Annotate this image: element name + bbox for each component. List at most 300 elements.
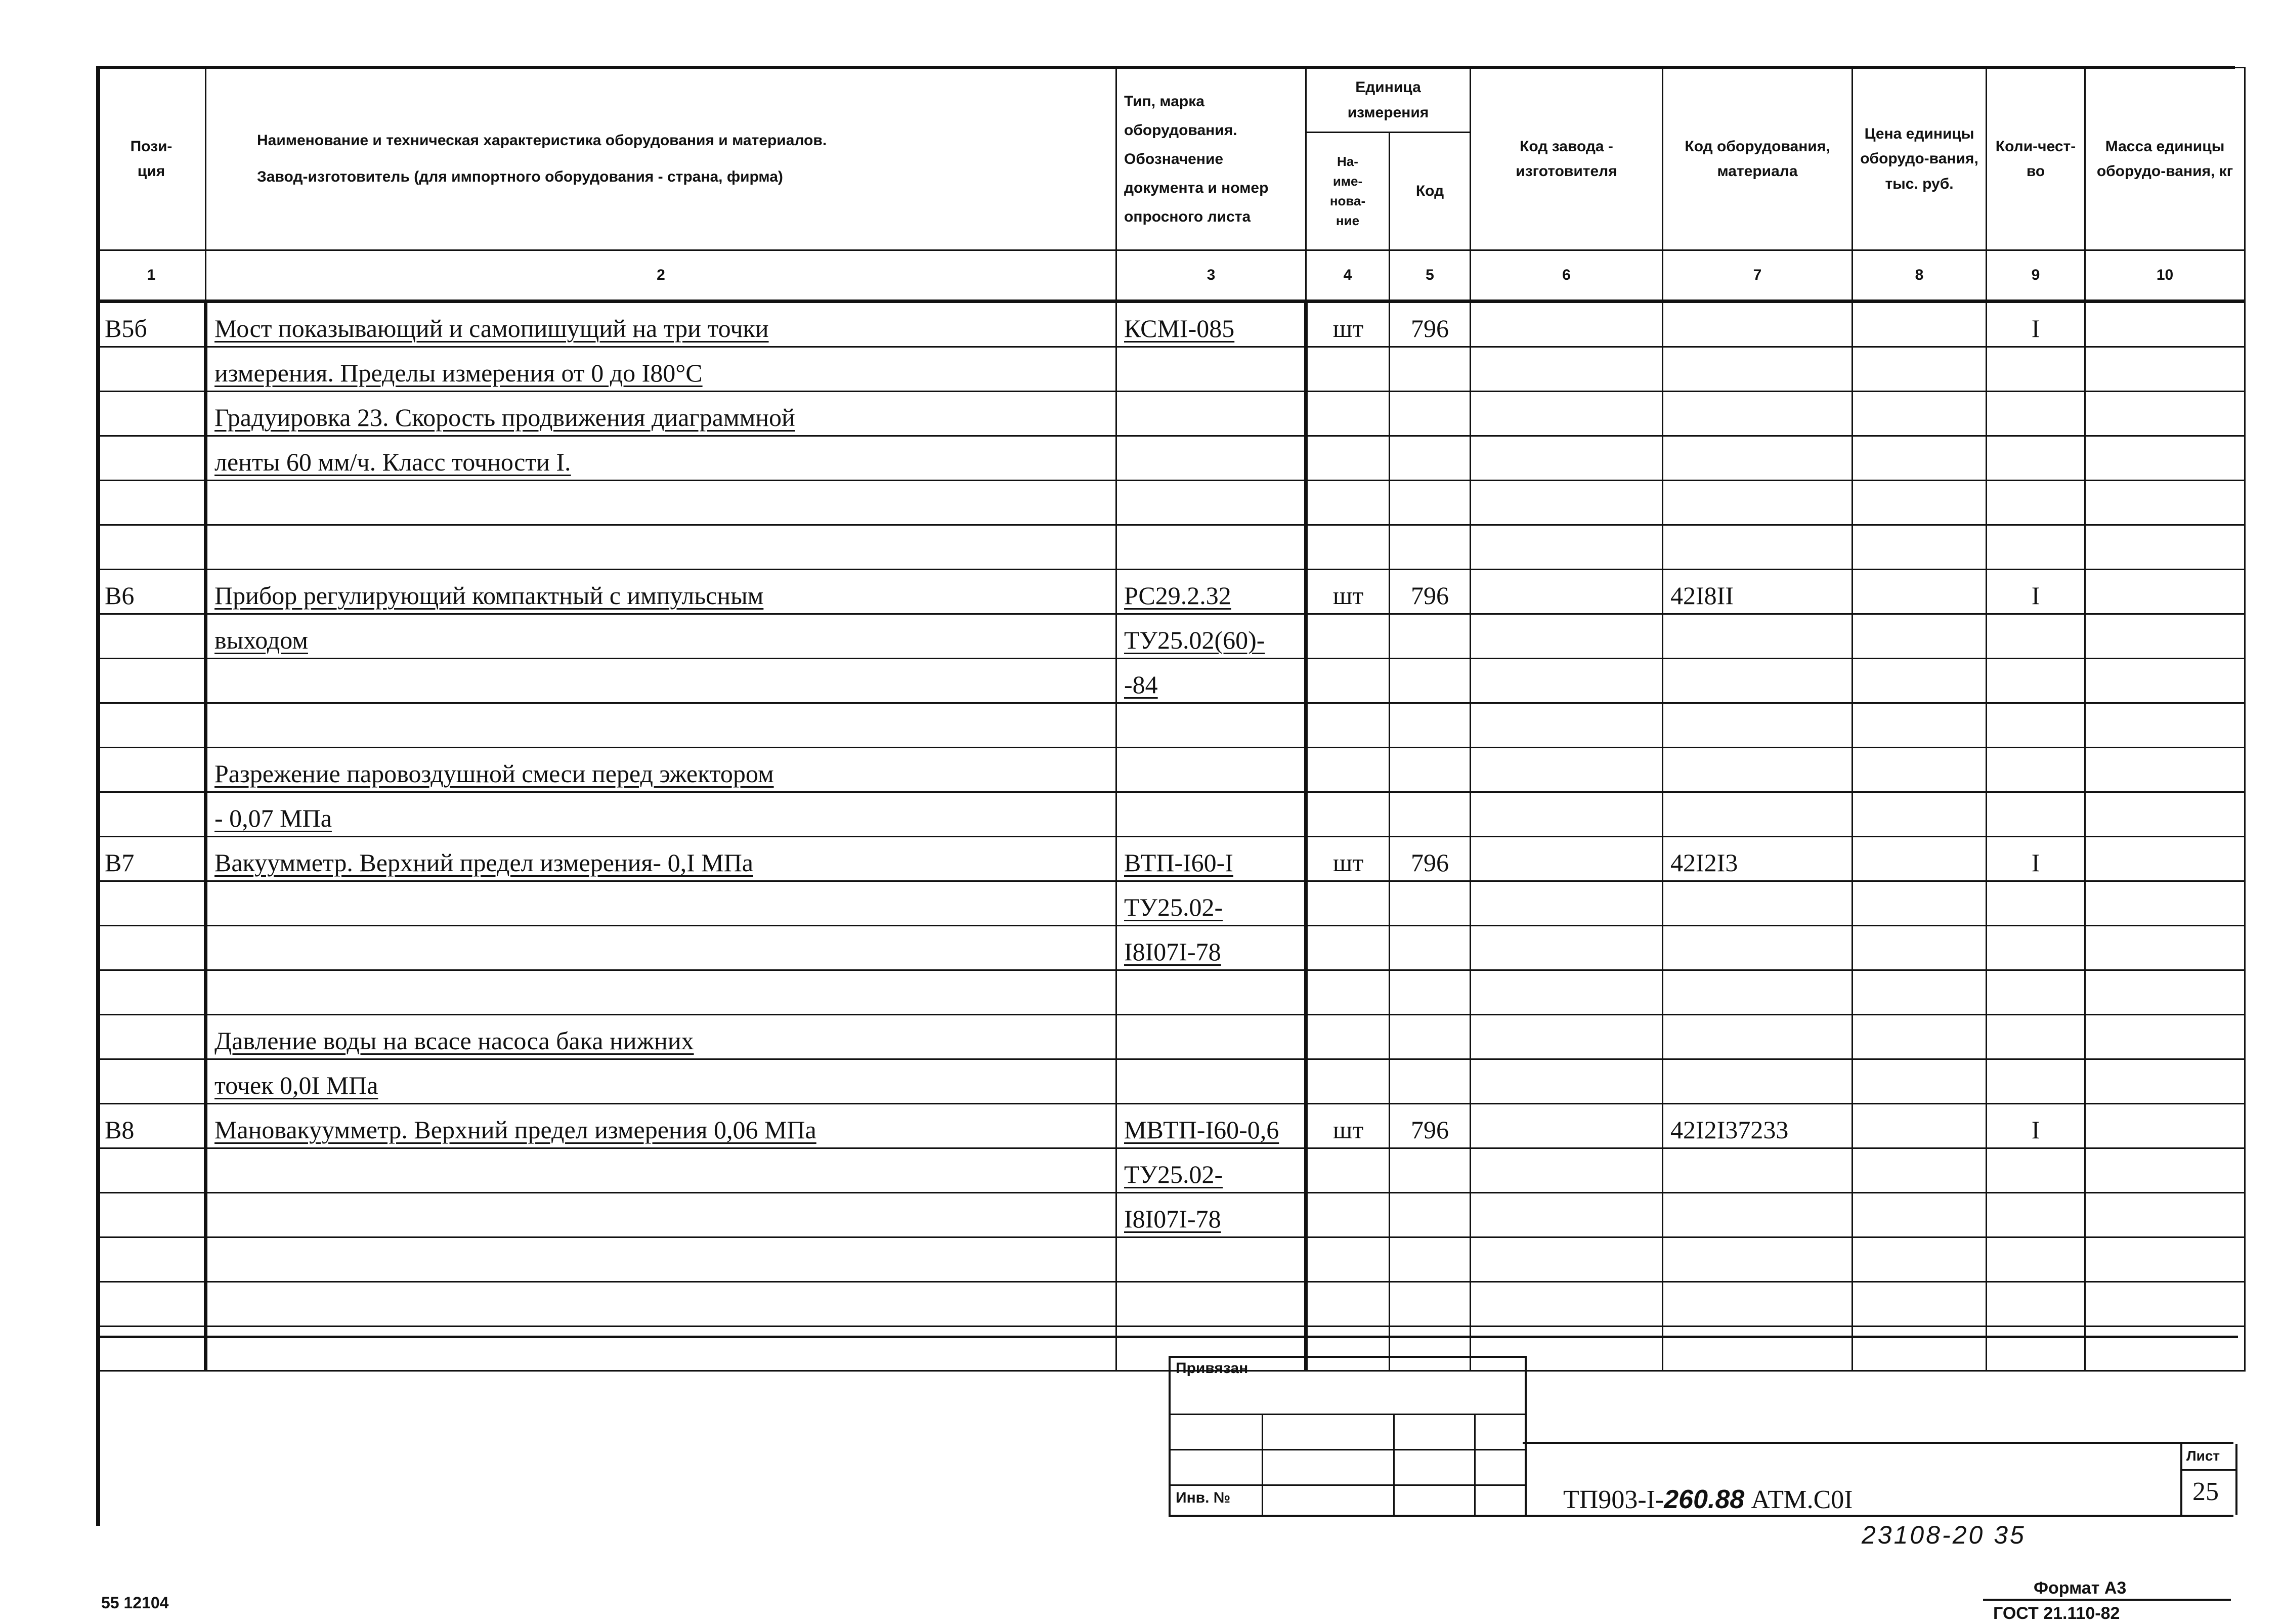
quantity-cell-text: I bbox=[2031, 1116, 2040, 1144]
mass-cell bbox=[2085, 748, 2245, 792]
quantity-cell bbox=[1987, 481, 2085, 525]
position-cell bbox=[97, 926, 206, 970]
equip-code-cell bbox=[1663, 302, 1853, 347]
name-cell bbox=[206, 525, 1116, 570]
type-cell bbox=[1116, 570, 1306, 614]
name-cell-text: Прибор регулирующий компактный с импульсным bbox=[214, 581, 764, 610]
quantity-cell bbox=[1987, 926, 2085, 970]
name-cell bbox=[206, 347, 1116, 392]
equip-code-cell-text: 42I2I37233 bbox=[1670, 1116, 1789, 1144]
position-cell bbox=[97, 1237, 206, 1282]
header-row bbox=[97, 68, 2245, 133]
doc-code-prefix: ТП903-I- bbox=[1563, 1485, 1664, 1514]
unit-code-cell bbox=[1390, 837, 1471, 881]
mass-cell bbox=[2085, 792, 2245, 837]
unit-name-cell bbox=[1306, 926, 1390, 970]
maker-code-cell bbox=[1471, 347, 1663, 392]
col-number: 5 bbox=[1390, 250, 1471, 302]
unit-name-cell bbox=[1306, 837, 1390, 881]
unit-name-cell bbox=[1306, 703, 1390, 748]
unit-code-cell bbox=[1390, 614, 1471, 659]
unit-name-cell bbox=[1306, 614, 1390, 659]
mass-cell bbox=[2085, 881, 2245, 926]
unit-code-cell bbox=[1390, 926, 1471, 970]
header-unit: Единица измерения bbox=[1306, 68, 1471, 133]
unit-name-cell bbox=[1306, 659, 1390, 703]
name-cell bbox=[206, 1193, 1116, 1237]
quantity-cell bbox=[1987, 1282, 2085, 1327]
name-cell bbox=[206, 1015, 1116, 1059]
price-cell bbox=[1853, 614, 1987, 659]
privyazan-label: Привязан bbox=[1176, 1360, 1248, 1377]
position-cell bbox=[97, 703, 206, 748]
position-cell bbox=[97, 659, 206, 703]
table-row bbox=[97, 392, 2245, 436]
type-cell bbox=[1116, 970, 1306, 1015]
table-row bbox=[97, 837, 2245, 881]
table-row bbox=[97, 703, 2245, 748]
maker-code-cell bbox=[1471, 392, 1663, 436]
quantity-cell bbox=[1987, 703, 2085, 748]
doc-code-handwritten: 260.88 bbox=[1664, 1485, 1745, 1514]
unit-name-cell bbox=[1306, 1059, 1390, 1104]
table-row bbox=[97, 881, 2245, 926]
quantity-cell bbox=[1987, 659, 2085, 703]
mass-cell bbox=[2085, 525, 2245, 570]
type-cell-text: ТУ25.02(60)- bbox=[1124, 626, 1265, 654]
position-cell bbox=[97, 1059, 206, 1104]
equip-code-cell bbox=[1663, 1015, 1853, 1059]
quantity-cell bbox=[1987, 1104, 2085, 1148]
col-number: 6 bbox=[1471, 250, 1663, 302]
type-cell bbox=[1116, 525, 1306, 570]
type-cell-text: ТУ25.02- bbox=[1124, 893, 1223, 921]
table-row bbox=[97, 1193, 2245, 1237]
equip-code-cell bbox=[1663, 659, 1853, 703]
name-cell bbox=[206, 659, 1116, 703]
price-cell bbox=[1853, 481, 1987, 525]
col-number: 7 bbox=[1663, 250, 1853, 302]
position-cell bbox=[97, 525, 206, 570]
equip-code-cell-text: 42I8II bbox=[1670, 581, 1734, 610]
unit-code-cell bbox=[1390, 570, 1471, 614]
maker-code-cell bbox=[1471, 1148, 1663, 1193]
unit-name-cell bbox=[1306, 1237, 1390, 1282]
name-cell bbox=[206, 792, 1116, 837]
quantity-cell bbox=[1987, 525, 2085, 570]
name-cell-text: Разрежение паровоздушной смеси перед эжектором bbox=[214, 759, 774, 788]
position-cell bbox=[97, 881, 206, 926]
maker-code-cell bbox=[1471, 1282, 1663, 1327]
position-cell-text: В7 bbox=[105, 848, 135, 877]
table-row bbox=[97, 436, 2245, 481]
mass-cell bbox=[2085, 436, 2245, 481]
type-cell bbox=[1116, 436, 1306, 481]
type-cell bbox=[1116, 1282, 1306, 1327]
price-cell bbox=[1853, 570, 1987, 614]
position-cell bbox=[97, 970, 206, 1015]
equip-code-cell bbox=[1663, 1193, 1853, 1237]
mass-cell bbox=[2085, 1237, 2245, 1282]
position-cell bbox=[97, 1104, 206, 1148]
equip-code-cell-text: 42I2I3 bbox=[1670, 848, 1738, 877]
unit-code-cell bbox=[1390, 1282, 1471, 1327]
unit-code-cell bbox=[1390, 436, 1471, 481]
position-cell bbox=[97, 570, 206, 614]
unit-name-cell bbox=[1306, 748, 1390, 792]
unit-code-cell bbox=[1390, 1193, 1471, 1237]
name-cell-text: измерения. Пределы измерения от 0 до I80°С bbox=[214, 359, 703, 387]
type-cell-text: МВТП-I60-0,6 bbox=[1124, 1116, 1279, 1144]
table-row bbox=[97, 570, 2245, 614]
price-cell bbox=[1853, 302, 1987, 347]
unit-code-cell bbox=[1390, 1059, 1471, 1104]
equip-code-cell bbox=[1663, 1237, 1853, 1282]
type-cell bbox=[1116, 481, 1306, 525]
mass-cell bbox=[2085, 837, 2245, 881]
type-cell-text: -84 bbox=[1124, 670, 1158, 699]
unit-code-cell bbox=[1390, 659, 1471, 703]
price-cell bbox=[1853, 748, 1987, 792]
maker-code-cell bbox=[1471, 302, 1663, 347]
unit-name-cell bbox=[1306, 792, 1390, 837]
column-numbers-row bbox=[97, 250, 2245, 302]
col-number: 2 bbox=[206, 250, 1116, 302]
name-cell bbox=[206, 1148, 1116, 1193]
unit-name-cell bbox=[1306, 881, 1390, 926]
type-cell bbox=[1116, 837, 1306, 881]
mass-cell bbox=[2085, 392, 2245, 436]
unit-code-cell bbox=[1390, 748, 1471, 792]
position-cell bbox=[97, 837, 206, 881]
doc-code-box bbox=[1523, 1442, 2233, 1517]
name-cell-text: - 0,07 МПа bbox=[214, 804, 332, 832]
unit-code-cell-text: 796 bbox=[1411, 848, 1449, 877]
price-cell bbox=[1853, 1148, 1987, 1193]
col-number: 9 bbox=[1987, 250, 2085, 302]
position-cell-text: В8 bbox=[105, 1116, 135, 1144]
maker-code-cell bbox=[1471, 1015, 1663, 1059]
header-unit-name: На- име- нова- ние bbox=[1306, 133, 1390, 250]
price-cell bbox=[1853, 881, 1987, 926]
table-row bbox=[97, 1015, 2245, 1059]
maker-code-cell bbox=[1471, 703, 1663, 748]
maker-code-cell bbox=[1471, 481, 1663, 525]
table-row bbox=[97, 1104, 2245, 1148]
table-row bbox=[97, 792, 2245, 837]
mass-cell bbox=[2085, 1193, 2245, 1237]
maker-code-cell bbox=[1471, 436, 1663, 481]
name-cell bbox=[206, 570, 1116, 614]
mass-cell bbox=[2085, 347, 2245, 392]
unit-name-cell bbox=[1306, 1015, 1390, 1059]
maker-code-cell bbox=[1471, 926, 1663, 970]
price-cell bbox=[1853, 970, 1987, 1015]
maker-code-cell bbox=[1471, 1059, 1663, 1104]
type-cell bbox=[1116, 614, 1306, 659]
unit-code-cell bbox=[1390, 881, 1471, 926]
equip-code-cell bbox=[1663, 1148, 1853, 1193]
inv-label: Инв. № bbox=[1176, 1489, 1231, 1506]
table-row bbox=[97, 1059, 2245, 1104]
equip-code-cell bbox=[1663, 392, 1853, 436]
position-cell bbox=[97, 302, 206, 347]
header-mass: Масса единицы оборудо-вания, кг bbox=[2085, 68, 2245, 250]
name-cell-text: ленты 60 мм/ч. Класс точности I. bbox=[214, 448, 571, 476]
col-number: 10 bbox=[2085, 250, 2245, 302]
doc-code bbox=[1563, 1484, 1853, 1515]
maker-code-cell bbox=[1471, 837, 1663, 881]
position-cell bbox=[97, 792, 206, 837]
quantity-cell bbox=[1987, 392, 2085, 436]
mass-cell bbox=[2085, 1148, 2245, 1193]
position-cell bbox=[97, 481, 206, 525]
quantity-cell bbox=[1987, 436, 2085, 481]
header-unit-code: Код bbox=[1390, 133, 1471, 250]
privyazan-box bbox=[1169, 1356, 1527, 1517]
quantity-cell bbox=[1987, 347, 2085, 392]
price-cell bbox=[1853, 703, 1987, 748]
type-cell-text: I8I07I-78 bbox=[1124, 1205, 1221, 1233]
type-cell bbox=[1116, 792, 1306, 837]
type-cell-text: I8I07I-78 bbox=[1124, 937, 1221, 966]
unit-code-cell-text: 796 bbox=[1411, 1116, 1449, 1144]
position-cell-text: В6 bbox=[105, 581, 135, 610]
unit-name-cell bbox=[1306, 1148, 1390, 1193]
equip-code-cell bbox=[1663, 703, 1853, 748]
unit-name-cell bbox=[1306, 1193, 1390, 1237]
mass-cell bbox=[2085, 926, 2245, 970]
mass-cell bbox=[2085, 302, 2245, 347]
unit-name-cell-text: шт bbox=[1332, 581, 1364, 610]
type-cell bbox=[1116, 347, 1306, 392]
name-cell bbox=[206, 1104, 1116, 1148]
unit-code-cell-text: 796 bbox=[1411, 314, 1449, 343]
unit-code-cell bbox=[1390, 392, 1471, 436]
name-cell bbox=[206, 1059, 1116, 1104]
equip-code-cell bbox=[1663, 970, 1853, 1015]
maker-code-cell bbox=[1471, 1237, 1663, 1282]
name-cell-text: Градуировка 23. Скорость продвижения диаграммной bbox=[214, 403, 795, 432]
unit-name-cell-text: шт bbox=[1332, 314, 1364, 343]
type-cell bbox=[1116, 392, 1306, 436]
specification-table bbox=[96, 67, 2246, 1372]
col-number: 3 bbox=[1116, 250, 1306, 302]
table-row bbox=[97, 1148, 2245, 1193]
price-cell bbox=[1853, 1015, 1987, 1059]
maker-code-cell bbox=[1471, 570, 1663, 614]
gost-label: ГОСТ 21.110-82 bbox=[1993, 1604, 2120, 1623]
table-row bbox=[97, 970, 2245, 1015]
type-cell bbox=[1116, 748, 1306, 792]
quantity-cell-text: I bbox=[2031, 314, 2040, 343]
quantity-cell bbox=[1987, 792, 2085, 837]
position-cell bbox=[97, 748, 206, 792]
quantity-cell bbox=[1987, 570, 2085, 614]
position-cell bbox=[97, 347, 206, 392]
type-cell bbox=[1116, 659, 1306, 703]
position-cell bbox=[97, 614, 206, 659]
maker-code-cell bbox=[1471, 659, 1663, 703]
unit-code-cell bbox=[1390, 792, 1471, 837]
header-qty: Коли-чест-во bbox=[1987, 68, 2085, 250]
position-cell bbox=[97, 392, 206, 436]
unit-name-cell bbox=[1306, 570, 1390, 614]
mass-cell bbox=[2085, 614, 2245, 659]
name-cell bbox=[206, 837, 1116, 881]
quantity-cell bbox=[1987, 1059, 2085, 1104]
price-cell bbox=[1853, 926, 1987, 970]
mass-cell bbox=[2085, 570, 2245, 614]
equip-code-cell bbox=[1663, 614, 1853, 659]
unit-name-cell bbox=[1306, 302, 1390, 347]
col-number: 1 bbox=[97, 250, 206, 302]
equip-code-cell bbox=[1663, 1282, 1853, 1327]
header-maker-code: Код завода - изготовителя bbox=[1471, 68, 1663, 250]
unit-name-cell bbox=[1306, 436, 1390, 481]
unit-name-cell bbox=[1306, 347, 1390, 392]
type-cell bbox=[1116, 1104, 1306, 1148]
maker-code-cell bbox=[1471, 792, 1663, 837]
quantity-cell bbox=[1987, 302, 2085, 347]
table-row bbox=[97, 347, 2245, 392]
type-cell-text: РС29.2.32 bbox=[1124, 581, 1231, 610]
name-cell-text: Вакуумметр. Верхний предел измерения- 0,I МПа bbox=[214, 848, 753, 877]
header-price: Цена единицы оборудо-вания, тыс. руб. bbox=[1853, 68, 1987, 250]
price-cell bbox=[1853, 1282, 1987, 1327]
type-cell bbox=[1116, 926, 1306, 970]
position-cell bbox=[97, 1015, 206, 1059]
unit-name-cell bbox=[1306, 970, 1390, 1015]
quantity-cell bbox=[1987, 1237, 2085, 1282]
maker-code-cell bbox=[1471, 614, 1663, 659]
table-row bbox=[97, 481, 2245, 525]
col-number: 8 bbox=[1853, 250, 1987, 302]
equip-code-cell bbox=[1663, 881, 1853, 926]
unit-name-cell bbox=[1306, 481, 1390, 525]
mass-cell bbox=[2085, 1282, 2245, 1327]
type-cell bbox=[1116, 1059, 1306, 1104]
name-cell bbox=[206, 970, 1116, 1015]
maker-code-cell bbox=[1471, 1104, 1663, 1148]
type-cell bbox=[1116, 302, 1306, 347]
type-cell bbox=[1116, 1148, 1306, 1193]
header-pos: Пози- ция bbox=[97, 68, 206, 250]
quantity-cell-text: I bbox=[2031, 581, 2040, 610]
quantity-cell bbox=[1987, 1148, 2085, 1193]
equip-code-cell bbox=[1663, 748, 1853, 792]
quantity-cell bbox=[1987, 970, 2085, 1015]
price-cell bbox=[1853, 792, 1987, 837]
format-rule bbox=[1983, 1599, 2231, 1601]
name-cell bbox=[206, 614, 1116, 659]
name-cell-text: Давление воды на всасе насоса бака нижних bbox=[214, 1027, 694, 1055]
position-cell bbox=[97, 1193, 206, 1237]
maker-code-cell bbox=[1471, 1193, 1663, 1237]
mass-cell bbox=[2085, 1059, 2245, 1104]
archive-stamp: 55 12104 bbox=[101, 1594, 169, 1612]
price-cell bbox=[1853, 1193, 1987, 1237]
unit-name-cell bbox=[1306, 1282, 1390, 1327]
table-row bbox=[97, 926, 2245, 970]
maker-code-cell bbox=[1471, 881, 1663, 926]
equip-code-cell bbox=[1663, 837, 1853, 881]
name-cell bbox=[206, 481, 1116, 525]
type-cell-text: КСМI-085 bbox=[1124, 314, 1235, 343]
header-name: Наименование и техническая характеристика оборудования и материалов. Завод-изготовитель (для импортного оборудования - страна, фирма) bbox=[206, 68, 1116, 250]
unit-name-cell bbox=[1306, 392, 1390, 436]
unit-code-cell bbox=[1390, 703, 1471, 748]
unit-code-cell bbox=[1390, 970, 1471, 1015]
unit-code-cell bbox=[1390, 1015, 1471, 1059]
name-cell bbox=[206, 926, 1116, 970]
table-row bbox=[97, 302, 2245, 347]
price-cell bbox=[1853, 1237, 1987, 1282]
table-row bbox=[97, 525, 2245, 570]
price-cell bbox=[1853, 659, 1987, 703]
table-row bbox=[97, 659, 2245, 703]
table-row bbox=[97, 614, 2245, 659]
equip-code-cell bbox=[1663, 481, 1853, 525]
unit-name-cell-text: шт bbox=[1332, 1116, 1364, 1144]
col-number: 4 bbox=[1306, 250, 1390, 302]
unit-code-cell bbox=[1390, 1237, 1471, 1282]
name-cell bbox=[206, 392, 1116, 436]
unit-code-cell bbox=[1390, 1104, 1471, 1148]
type-cell bbox=[1116, 1193, 1306, 1237]
unit-name-cell-text: шт bbox=[1332, 848, 1364, 877]
quantity-cell bbox=[1987, 881, 2085, 926]
type-cell-text: ТУ25.02- bbox=[1124, 1160, 1223, 1188]
mass-cell bbox=[2085, 1015, 2245, 1059]
name-cell bbox=[206, 881, 1116, 926]
equip-code-cell bbox=[1663, 525, 1853, 570]
mass-cell bbox=[2085, 1104, 2245, 1148]
doc-code-suffix: АТМ.С0I bbox=[1744, 1485, 1853, 1514]
position-cell bbox=[97, 1148, 206, 1193]
name-cell bbox=[206, 302, 1116, 347]
price-cell bbox=[1853, 392, 1987, 436]
unit-name-cell bbox=[1306, 525, 1390, 570]
equip-code-cell bbox=[1663, 792, 1853, 837]
sheet-label: Лист bbox=[2186, 1448, 2220, 1464]
price-cell bbox=[1853, 837, 1987, 881]
quantity-cell bbox=[1987, 614, 2085, 659]
equip-code-cell bbox=[1663, 926, 1853, 970]
maker-code-cell bbox=[1471, 748, 1663, 792]
header-type: Тип, марка оборудования. Обозначение документа и номер опросного листа bbox=[1116, 68, 1306, 250]
position-cell bbox=[97, 1282, 206, 1327]
name-cell-text: Мост показывающий и самопишущий на три точки bbox=[214, 314, 769, 343]
equip-code-cell bbox=[1663, 347, 1853, 392]
name-cell-text: Мановакуумметр. Верхний предел измерения 0,06 МПа bbox=[214, 1116, 816, 1144]
equip-code-cell bbox=[1663, 1104, 1853, 1148]
mass-cell bbox=[2085, 970, 2245, 1015]
type-cell-text: ВТП-I60-I bbox=[1124, 848, 1233, 877]
archive-number: 23108-20 35 bbox=[1862, 1521, 2026, 1549]
price-cell bbox=[1853, 347, 1987, 392]
mass-cell bbox=[2085, 481, 2245, 525]
table-row bbox=[97, 1237, 2245, 1282]
maker-code-cell bbox=[1471, 525, 1663, 570]
price-cell bbox=[1853, 1104, 1987, 1148]
name-cell bbox=[206, 1282, 1116, 1327]
type-cell bbox=[1116, 703, 1306, 748]
unit-code-cell bbox=[1390, 525, 1471, 570]
header-equip-code: Код оборудования, материала bbox=[1663, 68, 1853, 250]
price-cell bbox=[1853, 525, 1987, 570]
quantity-cell bbox=[1987, 1015, 2085, 1059]
